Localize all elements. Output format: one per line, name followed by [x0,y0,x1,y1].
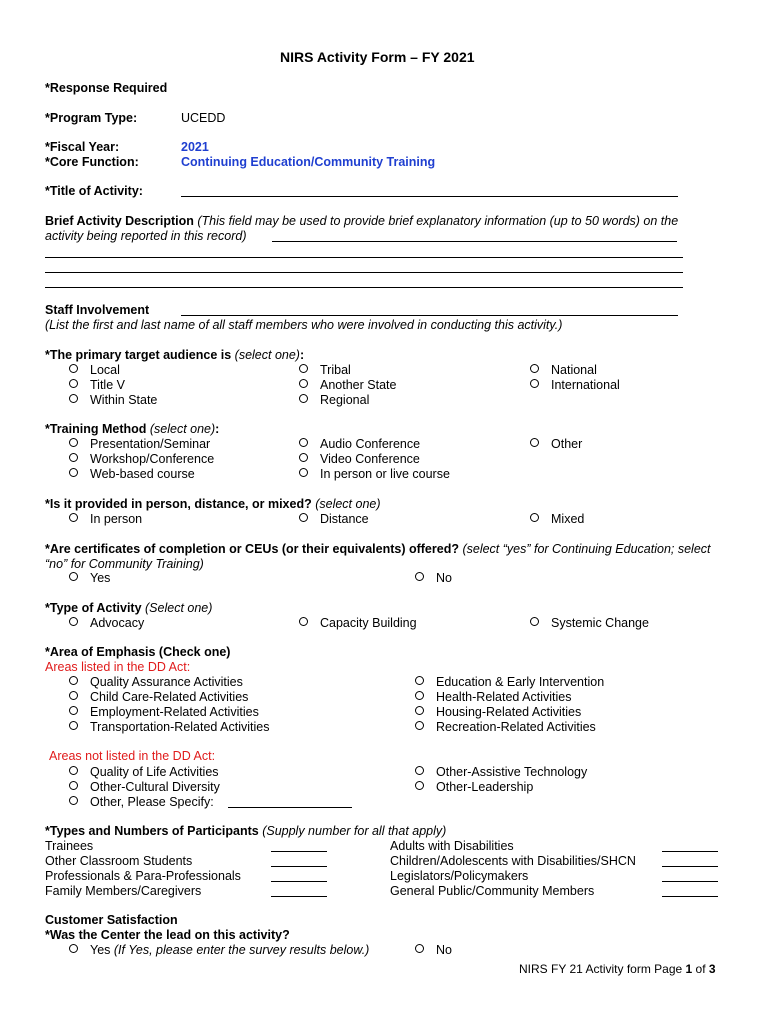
audience-colon: : [299,348,305,362]
emphasis-not-listed-heading: Areas not listed in the DD Act: [49,749,216,763]
radio-icon[interactable] [530,364,539,373]
participant-count-field[interactable] [271,884,327,899]
training-label: *Training Method [45,422,147,436]
footer-text: NIRS FY 21 Activity form Page [519,962,686,976]
emphasis-option[interactable] [69,780,220,795]
audience-hint: (select one) [231,348,300,362]
emphasis-option-label: Transportation-Related Activities [90,720,270,734]
radio-icon[interactable] [530,513,539,522]
emphasis-option-label: Other, Please Specify: [90,795,214,809]
lead-no-label: No [436,943,452,957]
training-option-label: Workshop/Conference [90,452,215,466]
form-title: NIRS Activity Form – FY 2021 [280,49,475,65]
radio-icon[interactable] [69,944,78,953]
participant-type: Trainees [45,839,94,853]
training-colon: : [215,422,220,436]
delivery-option[interactable] [530,512,584,527]
audience-option[interactable] [530,363,597,378]
radio-icon[interactable] [69,513,78,522]
response-required-note: *Response Required [45,81,168,95]
description-line[interactable] [45,257,683,258]
radio-icon[interactable] [299,379,308,388]
participant-count-field[interactable] [662,839,718,854]
certificates-question [45,542,711,557]
delivery-option-label: Distance [320,512,369,526]
audience-option[interactable] [69,363,120,378]
participants-label: *Types and Numbers of Participants [45,824,259,838]
brief-description-hint-2: activity being reported in this record) [45,229,247,243]
lead-question: *Was the Center the lead on this activity? [45,928,290,942]
emphasis-option-label: Health-Related Activities [436,690,572,704]
audience-option[interactable] [299,378,396,393]
delivery-hint: (select one) [311,497,381,511]
footer-page-number: 1 [685,962,693,976]
training-option[interactable] [69,437,210,452]
audience-option-label: Local [90,363,120,377]
brief-description-hint: (This field may be used to provide brief explanatory information (up to 50 words) on the [193,214,679,228]
training-option-label: Audio Conference [320,437,421,451]
brief-description-line1 [45,214,678,229]
emphasis-option-label: Other-Leadership [436,780,534,794]
footer-page-total: 3 [708,962,716,976]
activity-type-option[interactable] [530,616,649,631]
activity-type-option-label: Systemic Change [551,616,649,630]
participant-count-field[interactable] [662,869,718,884]
certificates-option[interactable] [415,571,452,586]
radio-icon[interactable] [69,364,78,373]
brief-description-label: Brief Activity Description [45,214,194,228]
audience-option-label: National [551,363,597,377]
radio-icon[interactable] [415,691,424,700]
training-option[interactable] [299,452,420,467]
training-option[interactable] [299,437,420,452]
delivery-option[interactable] [299,512,369,527]
radio-icon[interactable] [530,438,539,447]
certificates-option[interactable] [69,571,110,586]
activity-type-option[interactable] [69,616,144,631]
radio-icon[interactable] [69,453,78,462]
emphasis-option-label: Child Care-Related Activities [90,690,249,704]
radio-icon[interactable] [69,766,78,775]
activity-type-option-label: Advocacy [90,616,145,630]
radio-icon[interactable] [69,617,78,626]
participant-count-field[interactable] [271,854,327,869]
radio-icon[interactable] [69,572,78,581]
delivery-option-label: In person [90,512,143,526]
certificates-option-label: Yes [90,571,111,585]
lead-option-yes[interactable] [69,943,369,958]
radio-icon[interactable] [69,438,78,447]
radio-icon[interactable] [415,944,424,953]
radio-icon[interactable] [69,691,78,700]
radio-icon[interactable] [415,766,424,775]
radio-icon[interactable] [299,364,308,373]
audience-option-label: Tribal [320,363,351,377]
emphasis-option-label: Quality of Life Activities [90,765,219,779]
radio-icon[interactable] [415,781,424,790]
emphasis-option[interactable] [69,690,248,705]
certificates-label: *Are certificates of completion or CEUs (or their equivalents) offered? [45,542,459,556]
title-of-activity-label: *Title of Activity: [45,184,143,198]
emphasis-option[interactable] [69,795,214,810]
radio-icon[interactable] [299,513,308,522]
brief-description-field[interactable] [272,229,677,244]
staff-field[interactable] [181,303,678,318]
audience-option-label: Within State [90,393,158,407]
program-type-label: *Program Type: [45,111,138,125]
participant-type: General Public/Community Members [390,884,595,898]
emphasis-option[interactable] [69,720,269,735]
radio-icon[interactable] [415,676,424,685]
audience-option-label: Title V [90,378,125,392]
audience-option-label: International [551,378,620,392]
participant-type: Other Classroom Students [45,854,193,868]
program-type-value: UCEDD [181,111,226,125]
emphasis-option[interactable] [415,705,581,720]
radio-icon[interactable] [299,468,308,477]
audience-question [45,348,304,363]
participant-count-field[interactable] [271,839,327,854]
radio-icon[interactable] [299,394,308,403]
other-specify-field[interactable] [228,795,352,810]
lead-option-no[interactable] [415,943,452,958]
radio-icon[interactable] [415,706,424,715]
radio-icon[interactable] [69,676,78,685]
audience-option[interactable] [69,378,125,393]
certificates-hint: (select “yes” for Continuing Education; select [458,542,711,556]
lead-yes-label: Yes [90,943,111,957]
training-hint: (select one) [146,422,216,436]
title-of-activity-field[interactable] [181,184,678,199]
radio-icon[interactable] [69,796,78,805]
radio-icon[interactable] [69,468,78,477]
activity-type-option[interactable] [299,616,417,631]
training-question [45,422,219,437]
participant-type: Adults with Disabilities [390,839,514,853]
emphasis-option[interactable] [415,720,596,735]
training-option-label: Presentation/Seminar [90,437,211,451]
participant-count-field[interactable] [271,869,327,884]
radio-icon[interactable] [530,379,539,388]
emphasis-option[interactable] [415,675,604,690]
audience-label: *The primary target audience is [45,348,232,362]
emphasis-option[interactable] [415,780,533,795]
radio-icon[interactable] [69,379,78,388]
radio-icon[interactable] [530,617,539,626]
radio-icon[interactable] [299,453,308,462]
emphasis-option-label: Quality Assurance Activities [90,675,243,689]
emphasis-option[interactable] [415,765,587,780]
participant-count-field[interactable] [662,884,718,899]
emphasis-option[interactable] [415,690,571,705]
emphasis-label: *Area of Emphasis (Check one) [45,645,231,659]
audience-option[interactable] [530,378,620,393]
audience-option[interactable] [69,393,157,408]
description-line[interactable] [45,272,683,273]
activity-type-label: *Type of Activity [45,601,142,615]
radio-icon[interactable] [69,781,78,790]
training-option-label: In person or live course [320,467,450,481]
participant-type: Children/Adolescents with Disabilities/SHCN [390,854,636,868]
staff-label: Staff Involvement [45,303,150,317]
radio-icon[interactable] [69,706,78,715]
audience-option[interactable] [299,363,351,378]
emphasis-option-label: Education & Early Intervention [436,675,605,689]
emphasis-option[interactable] [69,705,259,720]
training-option-label: Web-based course [90,467,195,481]
participants-question [45,824,446,839]
fiscal-year-label: *Fiscal Year: [45,140,120,154]
emphasis-option-label: Other-Assistive Technology [436,765,588,779]
training-option[interactable] [299,467,450,482]
delivery-label: *Is it provided in person, distance, or mixed? [45,497,312,511]
radio-icon[interactable] [69,721,78,730]
core-function-label: *Core Function: [45,155,139,169]
emphasis-option-label: Employment-Related Activities [90,705,259,719]
audience-option[interactable] [299,393,369,408]
emphasis-option-label: Housing-Related Activities [436,705,582,719]
emphasis-option-label: Other-Cultural Diversity [90,780,220,794]
page-footer [519,962,716,977]
core-function-value: Continuing Education/Community Training [181,155,436,169]
lead-yes-hint: (If Yes, please enter the survey results below.) [110,943,370,957]
emphasis-option-label: Recreation-Related Activities [436,720,596,734]
activity-type-hint: (Select one) [141,601,213,615]
training-option-label: Other [551,437,583,451]
training-option[interactable] [69,467,195,482]
staff-hint: (List the first and last name of all staff members who were involved in conducting this activity.) [45,318,563,332]
certificates-hint-2: “no” for Community Training) [45,557,204,571]
delivery-option[interactable] [69,512,142,527]
radio-icon[interactable] [69,394,78,403]
participant-type: Family Members/Caregivers [45,884,202,898]
certificates-option-label: No [436,571,452,585]
training-option[interactable] [530,437,582,452]
satisfaction-heading: Customer Satisfaction [45,913,178,927]
fiscal-year-value: 2021 [181,140,209,154]
radio-icon[interactable] [299,438,308,447]
activity-type-option-label: Capacity Building [320,616,417,630]
radio-icon[interactable] [415,721,424,730]
participant-type: Legislators/Policymakers [390,869,529,883]
delivery-question [45,497,381,512]
emphasis-option[interactable] [69,765,219,780]
audience-option-label: Another State [320,378,397,392]
delivery-option-label: Mixed [551,512,585,526]
emphasis-listed-heading: Areas listed in the DD Act: [45,660,191,674]
audience-option-label: Regional [320,393,370,407]
participant-type: Professionals & Para-Professionals [45,869,241,883]
radio-icon[interactable] [299,617,308,626]
participants-hint: (Supply number for all that apply) [258,824,447,838]
activity-type-question [45,601,212,616]
description-line[interactable] [45,287,683,288]
training-option-label: Video Conference [320,452,420,466]
training-option[interactable] [69,452,214,467]
participant-count-field[interactable] [662,854,718,869]
radio-icon[interactable] [415,572,424,581]
emphasis-option[interactable] [69,675,243,690]
footer-of: of [692,962,709,976]
